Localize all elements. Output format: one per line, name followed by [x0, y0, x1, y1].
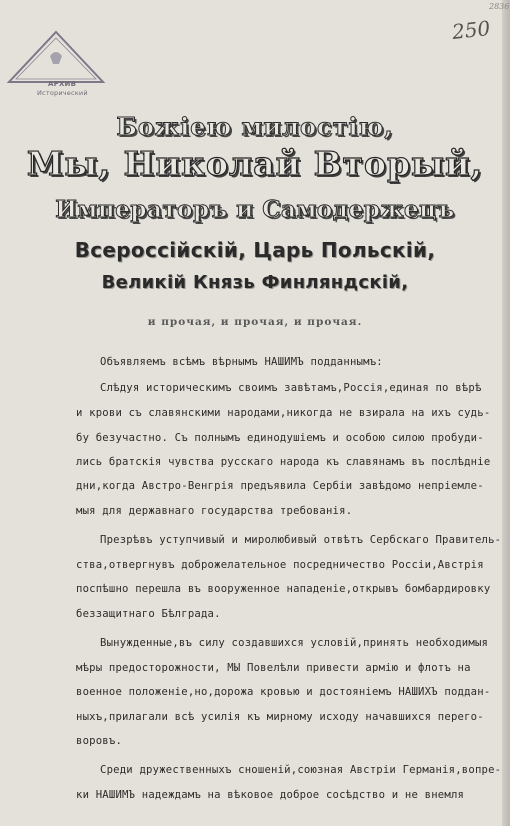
heading-grace: Божiею милостiю, — [116, 112, 394, 141]
body-line: мѣры предосторожности, МЫ Повелѣли привести армiю и флотъ на — [76, 662, 471, 674]
sheet-number: 250 — [450, 16, 492, 44]
heading-et-cetera: и прочая, и прочая, и прочая. — [147, 316, 363, 328]
body-line: лись братскiя чувства русскаго народа къ славянамъ въ послѣднiе — [76, 456, 491, 468]
body-line: ства,отвергнувъ доброжелательное посредничество Россiи,Австрiя — [76, 559, 484, 571]
heading-emperor: Императоръ и Самодержецъ — [55, 196, 455, 223]
body-line: ки НАШИМЪ надеждамъ на вѣковое доброе сосѣдство и не внемля — [76, 789, 465, 801]
body-line: Среди дружественныхъ сношенiй,союзная Австрiи Германiя,вопре- — [100, 764, 502, 776]
heading-all-russia: Всероссiйскiй, Царь Польскiй, — [74, 238, 436, 262]
body-line: ныхъ,прилагали всѣ усилiя къ мирному исходу начавшихся перего- — [76, 711, 484, 723]
body-line: поспѣшно перешла въ вооруженное нападенiе,открывъ бомбардировку — [76, 583, 491, 595]
heading-we-nicholas: Мы, Николай Вторый, — [26, 144, 484, 183]
body-line: мыя для державнаго государства требованiя. — [76, 505, 353, 517]
body-line: и крови съ славянскими народами,никогда не взирала на ихъ судь- — [76, 407, 491, 419]
body-line: Объявляемъ всѣмъ вѣрнымъ НАШИМЪ подданнымъ: — [100, 356, 383, 368]
corner-mark: 2836 — [489, 2, 510, 11]
body-line: беззащитнаго Бѣлграда. — [76, 608, 221, 620]
body-line: дни,когда Австро-Венгрiя предъявила Сербiи завѣдомо непрiемле- — [76, 480, 484, 492]
body-line: Презрѣвъ уступчивый и миролюбивый отвѣтъ Сербскаго Правитель- — [100, 534, 502, 546]
body-line: военное положенiе,но,дорожа кровью и достоянiемъ НАШИХЪ поддан- — [76, 686, 491, 698]
body-line: Слѣдуя историческимъ своимъ завѣтамъ,Россiя,единая по вѣрѣ — [100, 382, 482, 394]
heading-grand-duke: Великiй Князь Финляндскiй, — [101, 272, 409, 293]
body-line: Вынужденные,въ силу создавшихся условiй,принять необходимыя — [100, 637, 489, 649]
stamp-title: АРХИВ — [48, 80, 77, 88]
body-line: бу безучастно. Съ полнымъ единодушiемъ и особою силою пробуди- — [76, 432, 484, 444]
stamp-subtitle: Исторический — [37, 89, 88, 97]
body-line: воровъ. — [76, 735, 123, 747]
